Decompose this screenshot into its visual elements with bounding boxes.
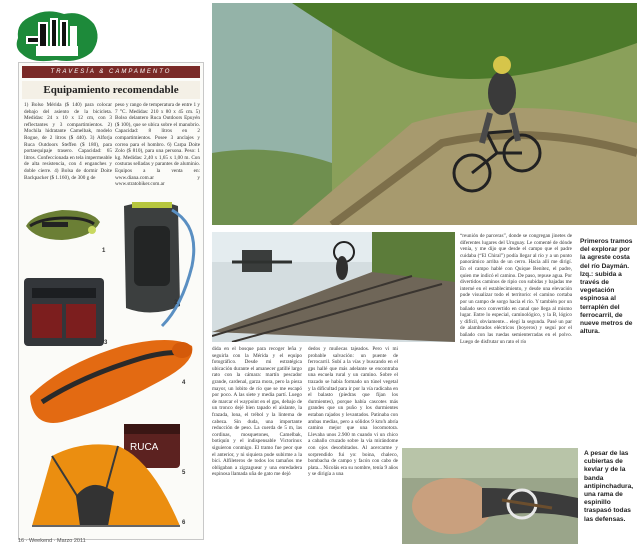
article-column-a: dida en el bosque para recoger leña y seguirla con la Mérida y el equipo fotográfico. Desde mi estratégica ubicación durante el amanecer gatillé largo rato con la cámara: martín pescador grande, cardenal, garza mora, pero la pieza mayor, un lobito de río que se me escapó por poco. A las siete y media partí. Luego de marcar el waypoint en el gps, debajo de un tronco dejé bien tapado el aislante, la frazada, lona, el trébol y la linterna de cabeza. Sin duda, una importante reducción de peso. La cuerda de 5 m, las cordinas, mosquetones, Camelbak, botiquín y el indispensable Victorinox siguieron conmigo. El tramo fue peor que el anterior, y ni siquiera pude subirme a la bici. Alfileteros de todos los tamaños me obligaban a zigzaguear y una enredadera espinosa llamada uña de gato me dejó — [212, 346, 302, 478]
section-banner: TRAVESÍA & CAMPAMENTO — [22, 66, 200, 78]
sleeping-bag-image — [30, 340, 192, 423]
photo-caption-primary: Primeros tramos del explorar por la agreste costa del río Daymán. Izq.: subida a través de vegetación espinosa al terraplén del ferrocarril, de nueve metros de altura. — [580, 238, 633, 336]
weekend-hand-logo — [12, 8, 102, 66]
equipment-illustrations — [22, 196, 200, 536]
item-number-3: 3 — [104, 340, 108, 346]
railway-bridge-photo — [212, 232, 455, 342]
item-number-5: 5 — [182, 470, 186, 476]
ruca-bag-label: RUCA — [130, 442, 159, 453]
saddle-bag-image — [26, 210, 100, 240]
products-list-col1: 1) Bolso Mérida ($ 140) para colocar debajo del asiento de la bicicleta. Medidas: 24 x 10 x 12 cm, con 3 reflectantes y 3 compartimientos. 2) Mochila hidratante Camelbak, modelo Rogue, de 2 litros ($ 440). 3) Alforja Ruca Outdoors Steffen ($ 180), para portaequipaje trasero. Capacidad: 65 litros. Confeccionada en tela impermeable de alta resistencia, con 4 enganches y doble cierre. 4) Bolsa de dormir Doite Backpacker ($ 1.160), de 300 g de — [24, 102, 112, 181]
item-number-6: 6 — [182, 520, 186, 526]
article-column-b: dedos y muñecas tajeados. Pero vi mi probable salvación: un puente de ferrocarril. Subí a la vías y buscando en el gps hallé que más adelante se encontraba una escuela rural y un camino. Sobre el trazado se había formado un túnel vegetal y la dificultad para ir por la vía radicaba en el balasto (piedras que fijan los durmientes), porque había cascotes más grandes que un puño y los durmientes estaban rajados y levantados. Patinaba con ambas medias, pero a sólidos 9 km/h abría camino mejor que una locomotora. Llevaba unos 2.900 m cuando vi un chico a caballo cruzado sobre la vía mirándome con ojos desorbitados. Al acercarme y sorprendido fui yo: boina, chaleco, bombacha de campo y facón con cabo de plata... Nicolás era su nombre, tenía 9 años y se dirigía a una — [308, 346, 398, 478]
thorn-in-tire-photo — [402, 448, 578, 544]
products-list-col2: peso y rango de temperatura de entre 1 y 7 °C. Medidas: 210 x 80 x 45 cm. 5) Bolso delantero Ruca Outdoors Epuyén ($ 100), que se ubica sobre el manubrio. Capacidad: 8 litros en 2 compartimientos. Posee 3 anclajes y correa para el hombro. 6) Carpa Doite Zolo ($ 810), para una persona. Peso: 1 kg. Medidas: 2,40 x 1,65 x 1,00 m. Con costuras selladas y parantes de aluminio. Equipos a la venta en: www.diana.com.ar y www.stratobiker.com.ar — [115, 102, 200, 188]
recommended-equipment-title: Equipamiento recomendable — [22, 81, 200, 99]
mountain-biker-slope-photo — [212, 3, 637, 225]
page-footer: 16 · Weekend · Marzo 2011 — [18, 538, 86, 544]
item-number-4: 4 — [182, 380, 186, 386]
item-number-1: 1 — [102, 248, 106, 254]
item-number-2: 2 — [174, 300, 178, 306]
hydration-backpack-image — [124, 202, 194, 326]
rear-panniers-image — [24, 278, 104, 346]
article-column-c: “reunión de parceras”, donde se congregan jinetes de diferentes lugares del Uruguay. Le comenté de dónde venía, y me dijo que desde el campo que el padre cuidaba (“El Chiral”) podía llegar al río y a un punto panorámico arriba de un cerro. Hacia allí me dirigí. En el campo hablé con Quique Benítez, el padre, quien me indicó el camino. De paso, repuse agua. Por divertidos caminos de ripio con subidas y bajadas me interné en el establecimiento, y desde una elevación pude visualizar todo el territorio: el camino cortaba por un campo de sorgo hacia el río. Y también por un bañado seco convertido en canal que llega al mismo lugar. Entre lo especial, caminológico, y la B, lógico y difícil, obviamente... elegí la segunda. Pasé un par de alambrados eléctricos (boyeros) y seguí por el bañado con las ruedas semienterradas en el polvo. Luego de disfrutar un rato el río — [460, 233, 572, 345]
photo-caption-thorn: A pesar de las cubiertas de kevlar y de la banda antipinchadura, una rama de espinillo traspasó todas las defensas. — [584, 450, 634, 523]
